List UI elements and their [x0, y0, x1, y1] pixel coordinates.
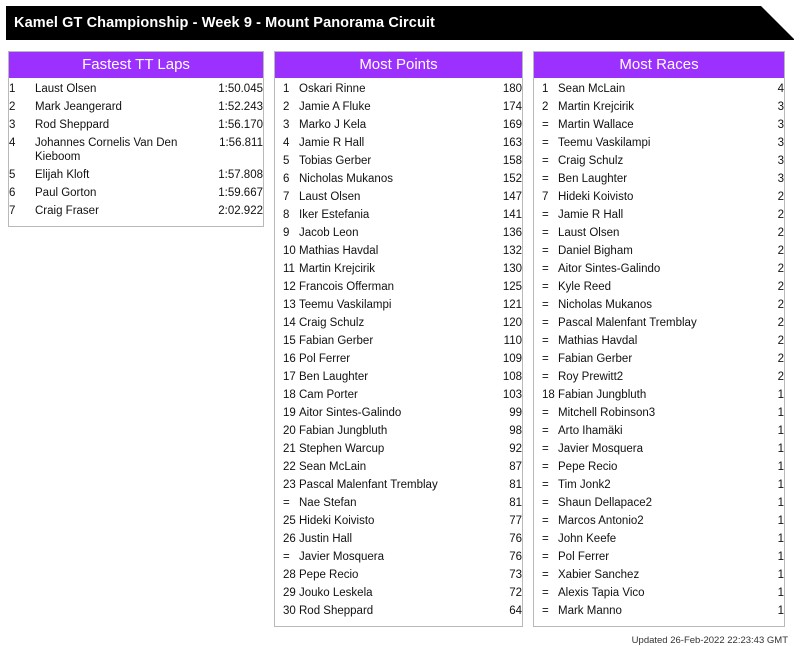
row-value: 2	[777, 191, 784, 203]
row-position: 30	[283, 605, 296, 617]
row-position: 2	[542, 101, 549, 113]
table-row	[9, 98, 263, 116]
row-position: 15	[283, 335, 296, 347]
row-value: 1	[777, 461, 784, 473]
row-value: 99	[509, 407, 522, 419]
table-row	[275, 314, 522, 332]
row-driver-name: Elijah Kloft	[35, 169, 90, 181]
row-driver-name: Cam Porter	[299, 389, 358, 401]
row-value: 141	[502, 209, 522, 221]
row-value: 147	[502, 191, 522, 203]
row-value: 1:59.667	[218, 187, 263, 199]
table-row	[275, 260, 522, 278]
row-value: 2	[777, 299, 784, 311]
row-driver-name: Laust Olsen	[35, 83, 97, 95]
table-row	[534, 242, 784, 260]
row-value: 81	[509, 479, 522, 491]
row-position: 2	[283, 101, 290, 113]
row-value: 125	[502, 281, 522, 293]
row-driver-name: Martin Krejcirik	[558, 101, 635, 113]
table-row	[275, 206, 522, 224]
row-driver-name: Aitor Sintes-Galindo	[558, 263, 661, 275]
panel-body-fastest-tt-laps	[9, 78, 263, 226]
row-driver-name: Pol Ferrer	[299, 353, 351, 365]
row-position: =	[283, 551, 290, 563]
page-title: Kamel GT Championship - Week 9 - Mount Panorama Circuit	[14, 15, 435, 31]
row-position: 11	[283, 263, 295, 275]
row-value: 130	[502, 263, 522, 275]
row-driver-name: Alexis Tapia Vico	[558, 587, 645, 599]
table-row	[534, 476, 784, 494]
table-row	[534, 224, 784, 242]
row-value: 1	[777, 569, 784, 581]
row-position: 2	[9, 101, 16, 113]
row-value: 1:52.243	[218, 101, 263, 113]
row-position: =	[542, 605, 549, 617]
row-value: 108	[502, 371, 522, 383]
table-row	[275, 116, 522, 134]
row-position: 10	[283, 245, 296, 257]
table-row	[275, 350, 522, 368]
row-value: 1	[777, 497, 784, 509]
row-driver-name: Craig Schulz	[558, 155, 624, 167]
table-row	[534, 314, 784, 332]
table-row	[534, 152, 784, 170]
row-position: =	[542, 425, 549, 437]
row-position: 3	[283, 119, 290, 131]
row-driver-name: Mitchell Robinson3	[558, 407, 656, 419]
row-position: =	[542, 155, 549, 167]
row-driver-name: Fabian Gerber	[558, 353, 633, 365]
row-value: 110	[503, 335, 522, 347]
row-driver-name: Mark Manno	[558, 605, 622, 617]
row-driver-name: Kyle Reed	[558, 281, 612, 293]
row-position: 25	[283, 515, 296, 527]
table-row	[9, 202, 263, 220]
page-root	[0, 6, 800, 646]
row-driver-name: Stephen Warcup	[299, 443, 385, 455]
row-driver-name: Johannes Cornelis Van Den Kieboom	[35, 137, 178, 163]
row-position: 5	[9, 169, 16, 181]
row-driver-name: Francois Offerman	[299, 281, 395, 293]
panel-most-races	[533, 51, 785, 627]
row-driver-name: Ben Laughter	[558, 173, 628, 185]
table-row	[275, 278, 522, 296]
row-driver-name: Mark Jeangerard	[35, 101, 122, 113]
row-position: 14	[283, 317, 296, 329]
row-value: 2	[777, 245, 784, 257]
row-position: 1	[9, 83, 16, 95]
row-driver-name: Pascal Malenfant Tremblay	[558, 317, 697, 329]
row-value: 3	[777, 119, 784, 131]
row-value: 1	[777, 587, 784, 599]
row-value: 92	[509, 443, 522, 455]
row-position: =	[542, 569, 549, 581]
row-position: =	[542, 479, 549, 491]
row-position: 8	[283, 209, 290, 221]
table-row	[275, 476, 522, 494]
row-driver-name: Pascal Malenfant Tremblay	[299, 479, 438, 491]
table-row	[275, 512, 522, 530]
row-position: =	[542, 227, 549, 239]
row-driver-name: Laust Olsen	[299, 191, 361, 203]
table-row	[275, 134, 522, 152]
row-value: 120	[502, 317, 522, 329]
table-row	[534, 548, 784, 566]
table-row	[534, 98, 784, 116]
row-value: 4	[777, 83, 784, 95]
row-value: 2	[777, 263, 784, 275]
row-position: =	[542, 371, 549, 383]
row-value: 152	[502, 173, 522, 185]
row-driver-name: Pepe Recio	[558, 461, 618, 473]
table-row	[534, 368, 784, 386]
row-position: =	[542, 317, 549, 329]
row-driver-name: Jamie A Fluke	[299, 101, 371, 113]
row-driver-name: Nicholas Mukanos	[299, 173, 393, 185]
row-value: 169	[502, 119, 522, 131]
row-position: =	[542, 119, 549, 131]
row-position: =	[542, 515, 549, 527]
row-value: 3	[777, 155, 784, 167]
row-value: 1	[777, 479, 784, 491]
row-position: 23	[283, 479, 296, 491]
row-position: =	[542, 263, 549, 275]
row-position: =	[542, 533, 549, 545]
updated-timestamp: Updated 26-Feb-2022 22:23:43 GMT	[631, 635, 788, 646]
row-position: =	[542, 407, 549, 419]
row-driver-name: Tim Jonk2	[558, 479, 611, 491]
row-position: 22	[283, 461, 296, 473]
row-driver-name: Oskari Rinne	[299, 83, 366, 95]
row-value: 2	[777, 209, 784, 221]
table-row	[275, 152, 522, 170]
row-driver-name: Paul Gorton	[35, 187, 97, 199]
table-row	[275, 386, 522, 404]
row-value: 1:50.045	[218, 83, 263, 95]
row-driver-name: Teemu Vaskilampi	[299, 299, 392, 311]
table-row	[534, 602, 784, 620]
table-row	[275, 80, 522, 98]
panel-body-most-points	[275, 78, 522, 626]
row-driver-name: Sean McLain	[558, 83, 626, 95]
table-row	[534, 458, 784, 476]
row-driver-name: Fabian Gerber	[299, 335, 374, 347]
row-position: =	[542, 209, 549, 221]
table-row	[275, 584, 522, 602]
row-value: 1	[777, 551, 784, 563]
panel-body-most-races	[534, 78, 784, 626]
row-position: =	[542, 173, 549, 185]
row-driver-name: Aitor Sintes-Galindo	[299, 407, 402, 419]
panel-title-most-races: Most Races	[534, 52, 784, 78]
row-position: =	[542, 353, 549, 365]
row-driver-name: Roy Prewitt2	[558, 371, 624, 383]
row-driver-name: Justin Hall	[299, 533, 353, 545]
row-position: 4	[9, 137, 16, 149]
row-driver-name: Tobias Gerber	[299, 155, 372, 167]
table-row	[275, 422, 522, 440]
row-driver-name: Daniel Bigham	[558, 245, 633, 257]
row-position: 20	[283, 425, 296, 437]
table-row	[275, 332, 522, 350]
table-row	[534, 188, 784, 206]
row-value: 1	[777, 443, 784, 455]
row-driver-name: Nicholas Mukanos	[558, 299, 652, 311]
row-driver-name: Jamie R Hall	[558, 209, 624, 221]
row-position: 1	[283, 83, 290, 95]
table-row	[275, 188, 522, 206]
row-driver-name: Arto Ihamäki	[558, 425, 623, 437]
row-position: =	[542, 497, 549, 509]
row-value: 98	[509, 425, 522, 437]
table-row	[9, 184, 263, 202]
row-value: 76	[509, 551, 522, 563]
row-position: 17	[283, 371, 296, 383]
table-row	[9, 116, 263, 134]
row-value: 2	[777, 227, 784, 239]
table-row	[9, 134, 263, 166]
table-row	[534, 422, 784, 440]
table-row	[534, 116, 784, 134]
table-row	[275, 602, 522, 620]
row-value: 1	[777, 605, 784, 617]
table-row	[534, 404, 784, 422]
row-position: 18	[283, 389, 296, 401]
row-driver-name: Teemu Vaskilampi	[558, 137, 651, 149]
row-value: 76	[509, 533, 522, 545]
table-row	[275, 530, 522, 548]
table-row	[534, 332, 784, 350]
table-row	[275, 548, 522, 566]
row-position: 4	[283, 137, 290, 149]
table-row	[534, 260, 784, 278]
row-value: 1:56.811	[219, 137, 263, 149]
row-driver-name: Nae Stefan	[299, 497, 357, 509]
row-value: 72	[509, 587, 522, 599]
row-driver-name: Jouko Leskela	[299, 587, 373, 599]
row-position: 13	[283, 299, 296, 311]
row-driver-name: Craig Fraser	[35, 205, 99, 217]
table-row	[275, 242, 522, 260]
table-row	[534, 386, 784, 404]
row-position: =	[542, 281, 549, 293]
row-driver-name: Rod Sheppard	[299, 605, 374, 617]
row-position: 3	[9, 119, 16, 131]
row-driver-name: Martin Krejcirik	[299, 263, 376, 275]
row-driver-name: Xabier Sanchez	[558, 569, 640, 581]
row-position: =	[283, 497, 290, 509]
row-value: 3	[777, 101, 784, 113]
table-row	[275, 404, 522, 422]
table-row	[534, 566, 784, 584]
row-value: 158	[502, 155, 522, 167]
header-corner-cut	[761, 6, 795, 40]
row-driver-name: Pepe Recio	[299, 569, 359, 581]
row-value: 1:57.808	[218, 169, 263, 181]
row-value: 1	[777, 389, 784, 401]
row-position: =	[542, 335, 549, 347]
row-driver-name: Shaun Dellapace2	[558, 497, 652, 509]
row-value: 180	[502, 83, 522, 95]
row-position: =	[542, 551, 549, 563]
table-row	[275, 566, 522, 584]
row-value: 132	[502, 245, 522, 257]
row-value: 2	[777, 281, 784, 293]
table-row	[275, 440, 522, 458]
row-position: 7	[542, 191, 549, 203]
table-row	[534, 206, 784, 224]
row-value: 2	[777, 335, 784, 347]
row-driver-name: Mathias Havdal	[299, 245, 379, 257]
row-value: 163	[502, 137, 522, 149]
row-position: 1	[542, 83, 549, 95]
panel-most-points	[274, 51, 523, 627]
row-driver-name: Rod Sheppard	[35, 119, 110, 131]
row-value: 87	[509, 461, 522, 473]
table-row	[534, 350, 784, 368]
panel-title-most-points: Most Points	[275, 52, 522, 78]
row-position: =	[542, 443, 549, 455]
row-driver-name: Marko J Kela	[299, 119, 367, 131]
row-driver-name: Sean McLain	[299, 461, 367, 473]
table-row	[275, 224, 522, 242]
row-value: 109	[502, 353, 522, 365]
row-position: =	[542, 245, 549, 257]
table-row	[534, 80, 784, 98]
row-value: 2	[777, 317, 784, 329]
row-position: 29	[283, 587, 296, 599]
table-row	[9, 166, 263, 184]
row-position: 28	[283, 569, 296, 581]
row-driver-name: Pol Ferrer	[558, 551, 610, 563]
table-row	[534, 440, 784, 458]
table-row	[275, 170, 522, 188]
table-fastest-tt-laps	[9, 80, 263, 220]
table-most-races	[534, 80, 784, 620]
row-position: 7	[9, 205, 16, 217]
row-value: 3	[777, 137, 784, 149]
row-value: 1	[777, 515, 784, 527]
table-row	[534, 584, 784, 602]
table-row	[275, 368, 522, 386]
row-position: 12	[283, 281, 296, 293]
row-position: 16	[283, 353, 296, 365]
table-row	[534, 296, 784, 314]
table-row	[275, 98, 522, 116]
row-driver-name: Jamie R Hall	[299, 137, 365, 149]
table-row	[534, 278, 784, 296]
table-row	[534, 134, 784, 152]
row-value: 1	[777, 533, 784, 545]
row-position: =	[542, 461, 549, 473]
row-driver-name: Hideki Koivisto	[299, 515, 375, 527]
row-value: 121	[502, 299, 522, 311]
row-position: 6	[9, 187, 16, 199]
row-driver-name: Laust Olsen	[558, 227, 620, 239]
row-position: 21	[283, 443, 296, 455]
table-most-points	[275, 80, 522, 620]
row-value: 103	[502, 389, 522, 401]
table-row	[534, 170, 784, 188]
row-position: =	[542, 299, 549, 311]
table-row	[534, 530, 784, 548]
row-value: 2	[777, 353, 784, 365]
row-position: 9	[283, 227, 290, 239]
row-driver-name: John Keefe	[558, 533, 617, 545]
panel-fastest-tt-laps	[8, 51, 264, 227]
row-driver-name: Javier Mosquera	[299, 551, 385, 563]
row-position: 18	[542, 389, 555, 401]
row-value: 174	[502, 101, 522, 113]
row-position: =	[542, 587, 549, 599]
row-driver-name: Craig Schulz	[299, 317, 365, 329]
row-driver-name: Fabian Jungbluth	[299, 425, 388, 437]
row-value: 2:02.922	[218, 205, 263, 217]
row-position: 7	[283, 191, 290, 203]
panel-title-fastest-tt-laps: Fastest TT Laps	[9, 52, 263, 78]
panels-container	[0, 40, 800, 627]
row-position: 19	[283, 407, 296, 419]
table-row	[534, 494, 784, 512]
row-position: 6	[283, 173, 290, 185]
row-driver-name: Javier Mosquera	[558, 443, 644, 455]
table-row	[275, 494, 522, 512]
row-value: 1:56.170	[218, 119, 263, 131]
row-value: 73	[509, 569, 522, 581]
row-value: 77	[509, 515, 522, 527]
table-row	[534, 512, 784, 530]
table-row	[275, 458, 522, 476]
row-driver-name: Hideki Koivisto	[558, 191, 634, 203]
table-row	[9, 80, 263, 98]
row-driver-name: Fabian Jungbluth	[558, 389, 647, 401]
row-driver-name: Martin Wallace	[558, 119, 634, 131]
row-driver-name: Iker Estefania	[299, 209, 370, 221]
row-value: 1	[777, 407, 784, 419]
row-value: 2	[777, 371, 784, 383]
row-driver-name: Mathias Havdal	[558, 335, 638, 347]
table-row	[275, 296, 522, 314]
row-position: 26	[283, 533, 296, 545]
row-position: 5	[283, 155, 290, 167]
row-value: 1	[777, 425, 784, 437]
row-value: 81	[509, 497, 522, 509]
row-driver-name: Marcos Antonio2	[558, 515, 644, 527]
row-value: 136	[502, 227, 522, 239]
row-value: 64	[509, 605, 522, 617]
row-driver-name: Ben Laughter	[299, 371, 369, 383]
page-header	[6, 6, 794, 40]
row-driver-name: Jacob Leon	[299, 227, 359, 239]
row-position: =	[542, 137, 549, 149]
row-value: 3	[777, 173, 784, 185]
